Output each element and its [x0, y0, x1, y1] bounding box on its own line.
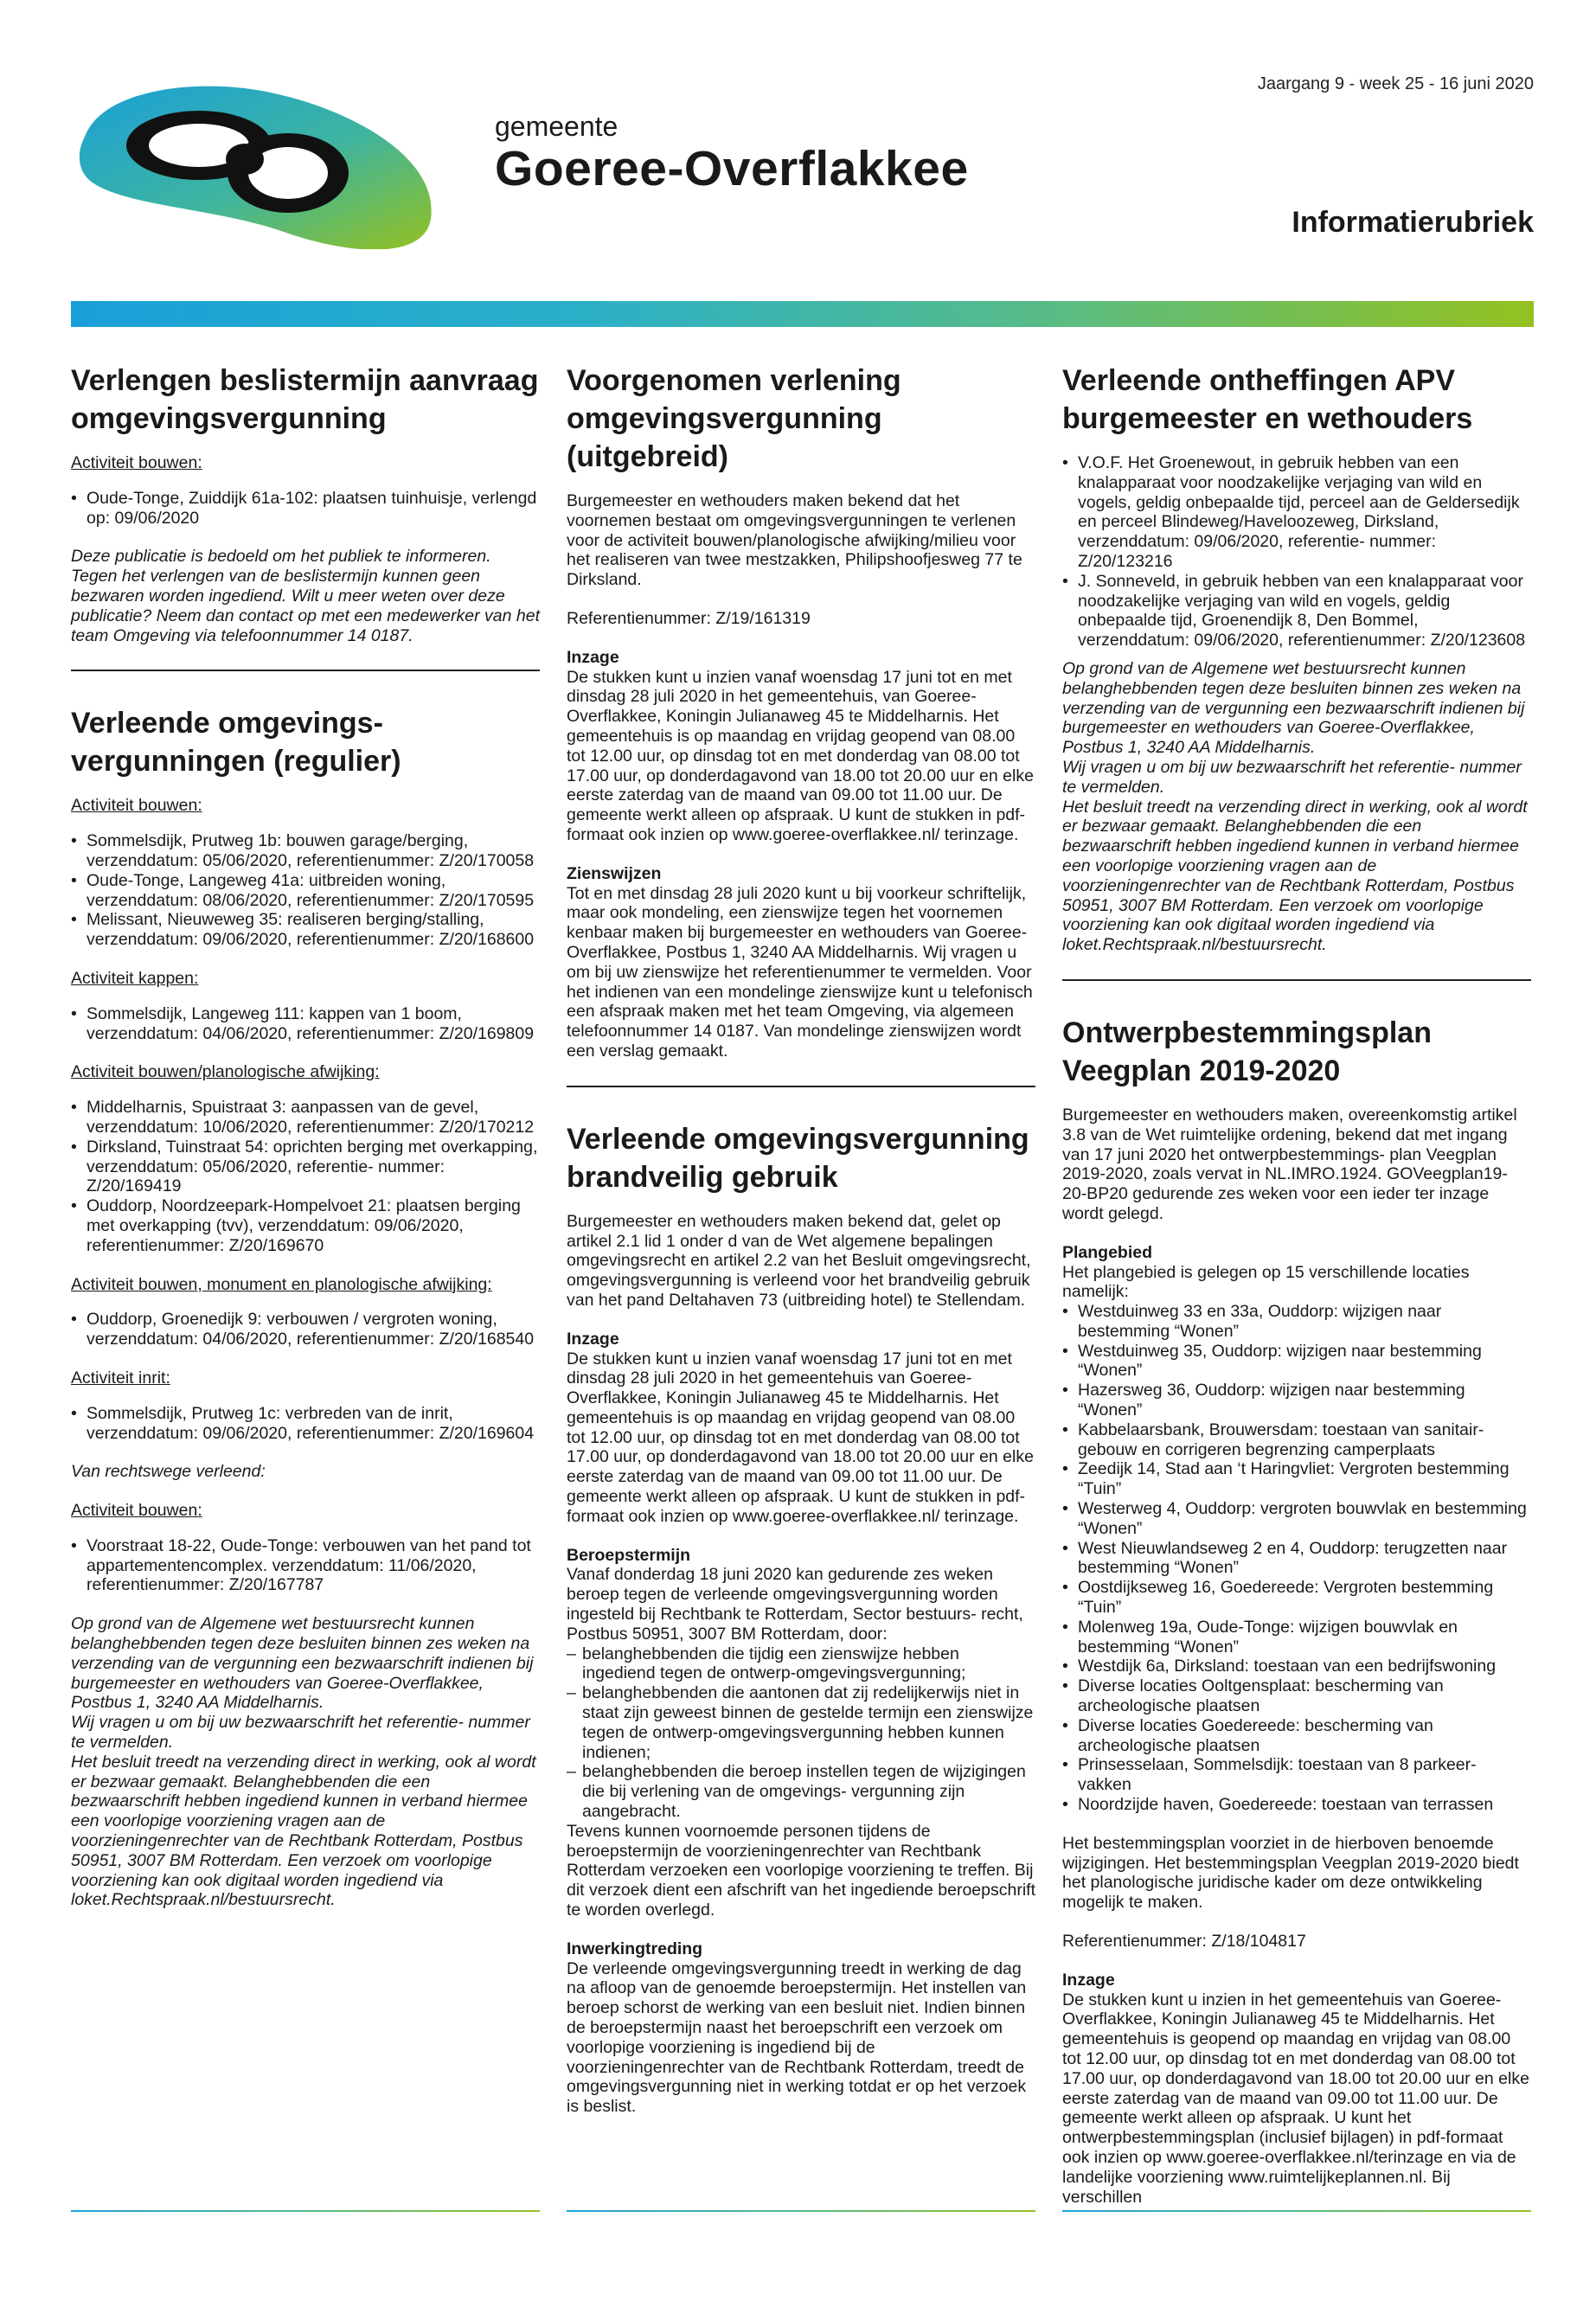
activity-label: Activiteit bouwen: [71, 453, 202, 472]
section-title: Verleende ontheffingen APV burgemeester en wethouders [1062, 364, 1473, 435]
exemption-list [1062, 453, 1531, 651]
section-title: Verleende omgevings- vergunningen (regulier) [71, 707, 401, 779]
list-item: • Ouddorp, Noordzeepark-Hompelvoet 21: plaatsen berging met overkapping (tvv), verzenddatum: 09/06/2020, referentienummer: Z/20/169670 [71, 1196, 540, 1255]
activity-label: Activiteit bouwen, monument en planologische afwijking: [71, 1274, 492, 1294]
issue-info: Jaargang 9 - week 25 - 16 juni 2020 [1257, 74, 1534, 93]
column-1 [71, 362, 540, 1910]
section-title: Verlengen beslistermijn aanvraag omgevingsvergunning [71, 364, 539, 435]
list-item: • Molenweg 19a, Oude-Tonge: wijzigen bouwvlak en bestemming “Wonen” [1062, 1618, 1531, 1657]
body-text: Het plangebied is gelegen op 15 verschillende locaties namelijk: [1062, 1262, 1470, 1302]
list-item: • Sommelsdijk, Prutweg 1c: verbreden van de inrit, verzenddatum: 09/06/2020, referentienummer: Z/20/169604 [71, 1404, 540, 1444]
activity-list [71, 1098, 540, 1255]
list-item: • Oude-Tonge, Langeweg 41a: uitbreiden woning, verzenddatum: 08/06/2020, referentienummer: Z/20/170595 [71, 871, 540, 911]
divider [71, 670, 540, 671]
subheading: Inwerkingtreding [567, 1939, 703, 1958]
list-item: • Noordzijde haven, Goedereede: toestaan van terrassen [1062, 1795, 1531, 1815]
list-item: • Zeedijk 14, Stad aan ‘t Haringvliet: Vergroten bestemming “Tuin” [1062, 1459, 1531, 1499]
divider [567, 1086, 1035, 1087]
list-item: • Diverse locaties Ooltgensplaat: bescherming van archeologische plaatsen [1062, 1676, 1531, 1716]
body-text: De stukken kunt u inzien vanaf woensdag 17 juni tot en met dinsdag 28 juli 2020 in het gemeentehuis van Goeree-Overflakkee, Koningin Julianaweg 45 te Middelharnis. Het gemeentehuis is op maandag en vrijdag geopend van 08.00 tot 12.00 uur, op dinsdag tot en met donderdag van 08.00 tot 17.00 uur, op donderdagavond van 18.00 tot 20.00 uur en elke eerste zaterdag van de maand van 09.00 tot 11.00 uur. De gemeente werkt alleen op afspraak. U kunt de stukken in pdf-formaat ook inzien op www.goeree-overflakkee.nl/ terinzage. [567, 1349, 1034, 1526]
list-item: • Westduinweg 35, Ouddorp: wijzigen naar bestemming “Wonen” [1062, 1342, 1531, 1381]
brand-name: Goeree-Overflakkee [495, 141, 969, 196]
column-2 [567, 362, 1035, 2117]
section-title: Ontwerpbestemmingsplan Veegplan 2019-2020 [1062, 1016, 1432, 1087]
divider [1062, 979, 1531, 981]
list-item: • Sommelsdijk, Langeweg 111: kappen van 1 boom, verzenddatum: 04/06/2020, referentienummer: Z/20/169809 [71, 1004, 540, 1044]
activity-label: Activiteit inrit: [71, 1368, 170, 1388]
intro-text: Burgemeester en wethouders maken, overeenkomstig artikel 3.8 van de Wet ruimtelijke ordening, bekend dat met ingang van 17 juni 2020 het ontwerpbestemmings- plan Veegplan 2019-2020, zoals vervat in NL.IMRO.1924. GOVeegplan19-20-BP20 gedurende zes weken voor een ieder ter inzage wordt gelegd. [1062, 1105, 1517, 1223]
brand-small: gemeente [495, 111, 619, 142]
list-item: • Oostdijkseweg 16, Goedereede: Vergroten bestemming “Tuin” [1062, 1578, 1531, 1618]
publication-note: Deze publicatie is bedoeld om het publiek te informeren. Tegen het verlengen van de beslistermijn kunnen geen bezwaren worden ingediend. Wilt u meer weten over deze publicatie? Neem dan contact op met een medewerker van het team Omgeving via telefoonnummer 14 0187. [71, 547, 540, 645]
section-title: Voorgenomen verlening omgevingsvergunning (uitgebreid) [567, 364, 901, 473]
municipality-logo [67, 76, 448, 249]
list-item: • Hazersweg 36, Ouddorp: wijzigen naar bestemming “Wonen” [1062, 1381, 1531, 1420]
activity-label: Activiteit bouwen: [71, 796, 202, 816]
subheading: Zienswijzen [567, 863, 662, 883]
beroep-list [567, 1644, 1035, 1822]
subheading: Plangebied [1062, 1242, 1153, 1262]
activity-list [71, 1004, 540, 1044]
subheading: Inzage [567, 1329, 619, 1349]
footer-rule [71, 2210, 540, 2212]
legal-note: Wij vragen u om bij uw bezwaarschrift het referentie- nummer te vermelden. [71, 1713, 530, 1753]
list-item: • Westerweg 4, Ouddorp: vergroten bouwvlak en bestemming “Wonen” [1062, 1499, 1531, 1539]
location-list [1062, 1302, 1531, 1815]
activity-list [71, 1404, 540, 1444]
activity-list [71, 489, 540, 529]
list-item: • Dirksland, Tuinstraat 54: oprichten berging met overkapping, verzenddatum: 05/06/2020, referentie- nummer: Z/20/169419 [71, 1138, 540, 1196]
list-item: • J. Sonneveld, in gebruik hebben van een knalapparaat voor noodzakelijke verjaging van wild en vogels, geldig onbepaalde tijd, Groenendijk 8, Den Bommel, verzenddatum: 09/06/2020, referentienummer: Z/20/123608 [1062, 572, 1531, 651]
footer-rule [1062, 2210, 1531, 2212]
list-item: • Diverse locaties Goedereede: bescherming van archeologische plaatsen [1062, 1716, 1531, 1756]
column-3 [1062, 362, 1531, 2207]
rechtswege-label: Van rechtswege verleend: [71, 1462, 266, 1482]
list-item: • Middelharnis, Spuistraat 3: aanpassen van de gevel, verzenddatum: 10/06/2020, referentienummer: Z/20/170212 [71, 1098, 540, 1138]
legal-note: Op grond van de Algemene wet bestuursrecht kunnen belanghebbenden tegen deze besluiten binnen zes weken na verzending van de vergunning een bezwaarschrift indienen bij burgemeester en wethouders van Goeree-Overflakkee, Postbus 1, 3240 AA Middelharnis. [71, 1614, 534, 1713]
intro-text: Burgemeester en wethouders maken bekend dat, gelet op artikel 2.1 lid 1 onder d van de Wet algemene bepalingen omgevingsrecht en artikel 2.2 van het Besluit omgevingsrecht, omgevingsvergunning is verleend voor het brandveilig gebruik van het pand Deltahaven 73 (uitbreiding hotel) te Stellendam. [567, 1211, 1031, 1310]
list-item: • Prinsesselaan, Sommelsdijk: toestaan van 8 parkeer- vakken [1062, 1755, 1531, 1795]
list-item: – belanghebbenden die aantonen dat zij redelijkerwijs niet in staat zijn geweest binnen de gestelde termijn een zienswijze tegen de ontwerp-omgevingsvergunning hebben kunnen indienen; [567, 1683, 1035, 1762]
activity-label: Activiteit bouwen/planologische afwijking: [71, 1062, 380, 1082]
list-item: • Melissant, Nieuweweg 35: realiseren berging/stalling, verzenddatum: 09/06/2020, referentienummer: Z/20/168600 [71, 910, 540, 950]
subheading: Inzage [1062, 1970, 1115, 1990]
list-item: • Westdijk 6a, Dirksland: toestaan van een bedrijfswoning [1062, 1657, 1531, 1676]
activity-list [71, 1536, 540, 1595]
legal-note: Wij vragen u om bij uw bezwaarschrift het referentie- nummer te vermelden. [1062, 757, 1522, 797]
list-item: • Ouddorp, Groenedijk 9: verbouwen / vergroten woning, verzenddatum: 04/06/2020, referentienummer: Z/20/168540 [71, 1310, 540, 1349]
activity-list [71, 1310, 540, 1349]
gradient-bar [71, 301, 1534, 327]
list-item: • Voorstraat 18-22, Oude-Tonge: verbouwen van het pand tot appartementencomplex. verzenddatum: 11/06/2020, referentienummer: Z/20/167787 [71, 1536, 540, 1595]
list-item: • West Nieuwlandseweg 2 en 4, Ouddorp: terugzetten naar bestemming “Wonen” [1062, 1539, 1531, 1579]
body-text: De stukken kunt u inzien in het gemeentehuis van Goeree-Overflakkee, Koningin Julianaweg 45 te Middelharnis. Het gemeentehuis is geopend op maandag en vrijdag van 08.00 tot 12.00 uur, op dinsdag tot en met donderdag van 08.00 tot 17.00 uur, op donderdagavond van 18.00 tot 20.00 uur en elke eerste zaterdag van de maand van 09.00 tot 11.00 uur. De gemeente werkt alleen op afspraak. U kunt het ontwerpbestemmingsplan (inclusief bijlagen) in pdf-formaat ook inzien op www.goeree-overflakkee.nl/terinzage en via de landelijke voorziening www.ruimtelijkeplannen.nl. Bij verschillen [1062, 1990, 1529, 2207]
subheading: Beroepstermijn [567, 1545, 691, 1565]
section-title: Verleende omgevingsvergunning brandveilig gebruik [567, 1122, 1029, 1194]
body-text: De stukken kunt u inzien vanaf woensdag 17 juni tot en met dinsdag 28 juli 2020 in het gemeentehuis, van Goeree-Overflakkee, Koningin Julianaweg 45 te Middelharnis. Het gemeentehuis is op maandag en vrijdag geopend van 08.00 tot 12.00 uur, op dinsdag tot en met donderdag van 08.00 tot 17.00 uur, op donderdagavond van 18.00 tot 20.00 uur en elke eerste zaterdag van de maand van 09.00 tot 11.00 uur. De gemeente werkt alleen op afspraak. U kunt de stukken in pdf-formaat ook inzien op www.goeree-overflakkee.nl/ terinzage. [567, 667, 1034, 844]
body-text: De verleende omgevingsvergunning treedt in werking de dag na afloop van de genoemde beroepstermijn. Het instellen van beroep schorst de werking van een besluit niet. Indien binnen de beroepstermijn naast het beroepschrift een verzoek om voorlopige voorziening is ingediend bij de voorzieningenrechter van de Rechtbank Rotterdam, treedt de omgevingsvergunning niet in werking totdat er op het verzoek is beslist. [567, 1958, 1027, 2117]
list-item: – belanghebbenden die tijdig een zienswijze hebben ingediend tegen de ontwerp-omgevingsvergunning; [567, 1644, 1035, 1684]
reference-number: Referentienummer: Z/19/161319 [567, 608, 811, 628]
body-text: Vanaf donderdag 18 juni 2020 kan gedurende zes weken beroep tegen de verleende omgevingsvergunning worden ingesteld bij Rechtbank te Rotterdam, Sector bestuurs- recht, Postbus 50951, 3007 BM Rotterdam, door: [567, 1565, 1023, 1644]
legal-note: Het besluit treedt na verzending direct in werking, ook al wordt er bezwaar gemaakt. Belanghebbenden die een bezwaarschrift hebben ingediend kunnen in verband hiermee een voorlopige voorziening vragen aan de voorzieningenrechter van de Rechtbank Rotterdam, Postbus 50951, 3007 BM Rotterdam. Een verzoek om voorlopige voorziening kan ook digitaal worden ingediend via loket.Rechtspraak.nl/bestuursrecht. [71, 1752, 536, 1910]
intro-text: Burgemeester en wethouders maken bekend dat het voornemen bestaat om omgevingsvergunningen te verlenen voor de activiteit bouwen/planologische afwijking/milieu voor het realiseren van twee mestzakken, Philipshoofjesweg 77 te Dirksland. [567, 491, 1022, 590]
list-item: • Kabbelaarsbank, Brouwersdam: toestaan van sanitair- gebouw en corrigeren begrenzing camperplaats [1062, 1420, 1531, 1460]
activity-label: Activiteit kappen: [71, 968, 199, 988]
reference-number: Referentienummer: Z/18/104817 [1062, 1932, 1306, 1951]
legal-note: Het besluit treedt na verzending direct in werking, ook al wordt er bezwaar gemaakt. Belanghebbenden die een bezwaarschrift hebben ingediend kunnen in verband hiermee een voorlopige voorziening vragen aan de voorzieningenrechter van de Rechtbank Rotterdam, Postbus 50951, 3007 BM Rotterdam. Een verzoek om voorlopige voorziening kan ook digitaal worden ingediend via loket.Rechtspraak.nl/bestuursrecht. [1062, 797, 1528, 955]
list-item: • V.O.F. Het Groenewout, in gebruik hebben van een knalapparaat voor noodzakelijke verjaging van wild en vogels, geldig onbepaalde tijd, perceel aan de Geldersedijk en perceel Blindeweg/Haveloozeweg, Dirksland, verzenddatum: 09/06/2020, referentie- nummer: Z/20/123216 [1062, 453, 1531, 572]
body-text: Het bestemmingsplan voorziet in de hierboven benoemde wijzigingen. Het bestemmingsplan Veegplan 2019-2020 biedt het planologische juridische kader om deze ontwikkeling mogelijk te maken. [1062, 1833, 1519, 1913]
subheading: Inzage [567, 647, 619, 667]
footer-rule [567, 2210, 1035, 2212]
activity-list [71, 831, 540, 950]
list-item: – belanghebbenden die beroep instellen tegen de wijzigingen die bij verlening van de omgevings- vergunning zijn aangebracht. [567, 1762, 1035, 1821]
legal-note: Op grond van de Algemene wet bestuursrecht kunnen belanghebbenden tegen deze besluiten binnen zes weken na verzending van de vergunning een bezwaarschrift indienen bij burgemeester en wethouders van Goeree-Overflakkee, Postbus 1, 3240 AA Middelharnis. [1062, 658, 1525, 758]
body-text: Tot en met dinsdag 28 juli 2020 kunt u bij voorkeur schriftelijk, maar ook mondeling, een zienswijze tegen het voornemen kenbaar maken bij burgemeester en wethouders van Goeree-Overflakkee, Postbus 1, 3240 AA Middelharnis. Wij vragen u om bij uw zienswijze het referentienummer te vermelden. Voor het indienen van een mondelinge zienswijze kunt u telefonisch een afspraak maken met het team Omgeving, via algemeen telefoonnummer 14 0187. Van mondelinge zienswijzen wordt een verslag gemaakt. [567, 883, 1033, 1061]
list-item: • Sommelsdijk, Prutweg 1b: bouwen garage/berging, verzenddatum: 05/06/2020, referentienummer: Z/20/170058 [71, 831, 540, 871]
body-text: Tevens kunnen voornoemde personen tijdens de beroepstermijn de voorzieningenrechter van Rechtbank Rotterdam verzoeken een voorlopige voorziening te treffen. Bij dit verzoek dient een afschrift van het ingediende beroepschrift te worden overlegd. [567, 1821, 1036, 1920]
list-item: • Oude-Tonge, Zuiddijk 61a-102: plaatsen tuinhuisje, verlengd op: 09/06/2020 [71, 489, 540, 529]
section-label: Informatierubriek [1292, 206, 1534, 239]
activity-label: Activiteit bouwen: [71, 1501, 202, 1521]
list-item: • Westduinweg 33 en 33a, Ouddorp: wijzigen naar bestemming “Wonen” [1062, 1302, 1531, 1342]
